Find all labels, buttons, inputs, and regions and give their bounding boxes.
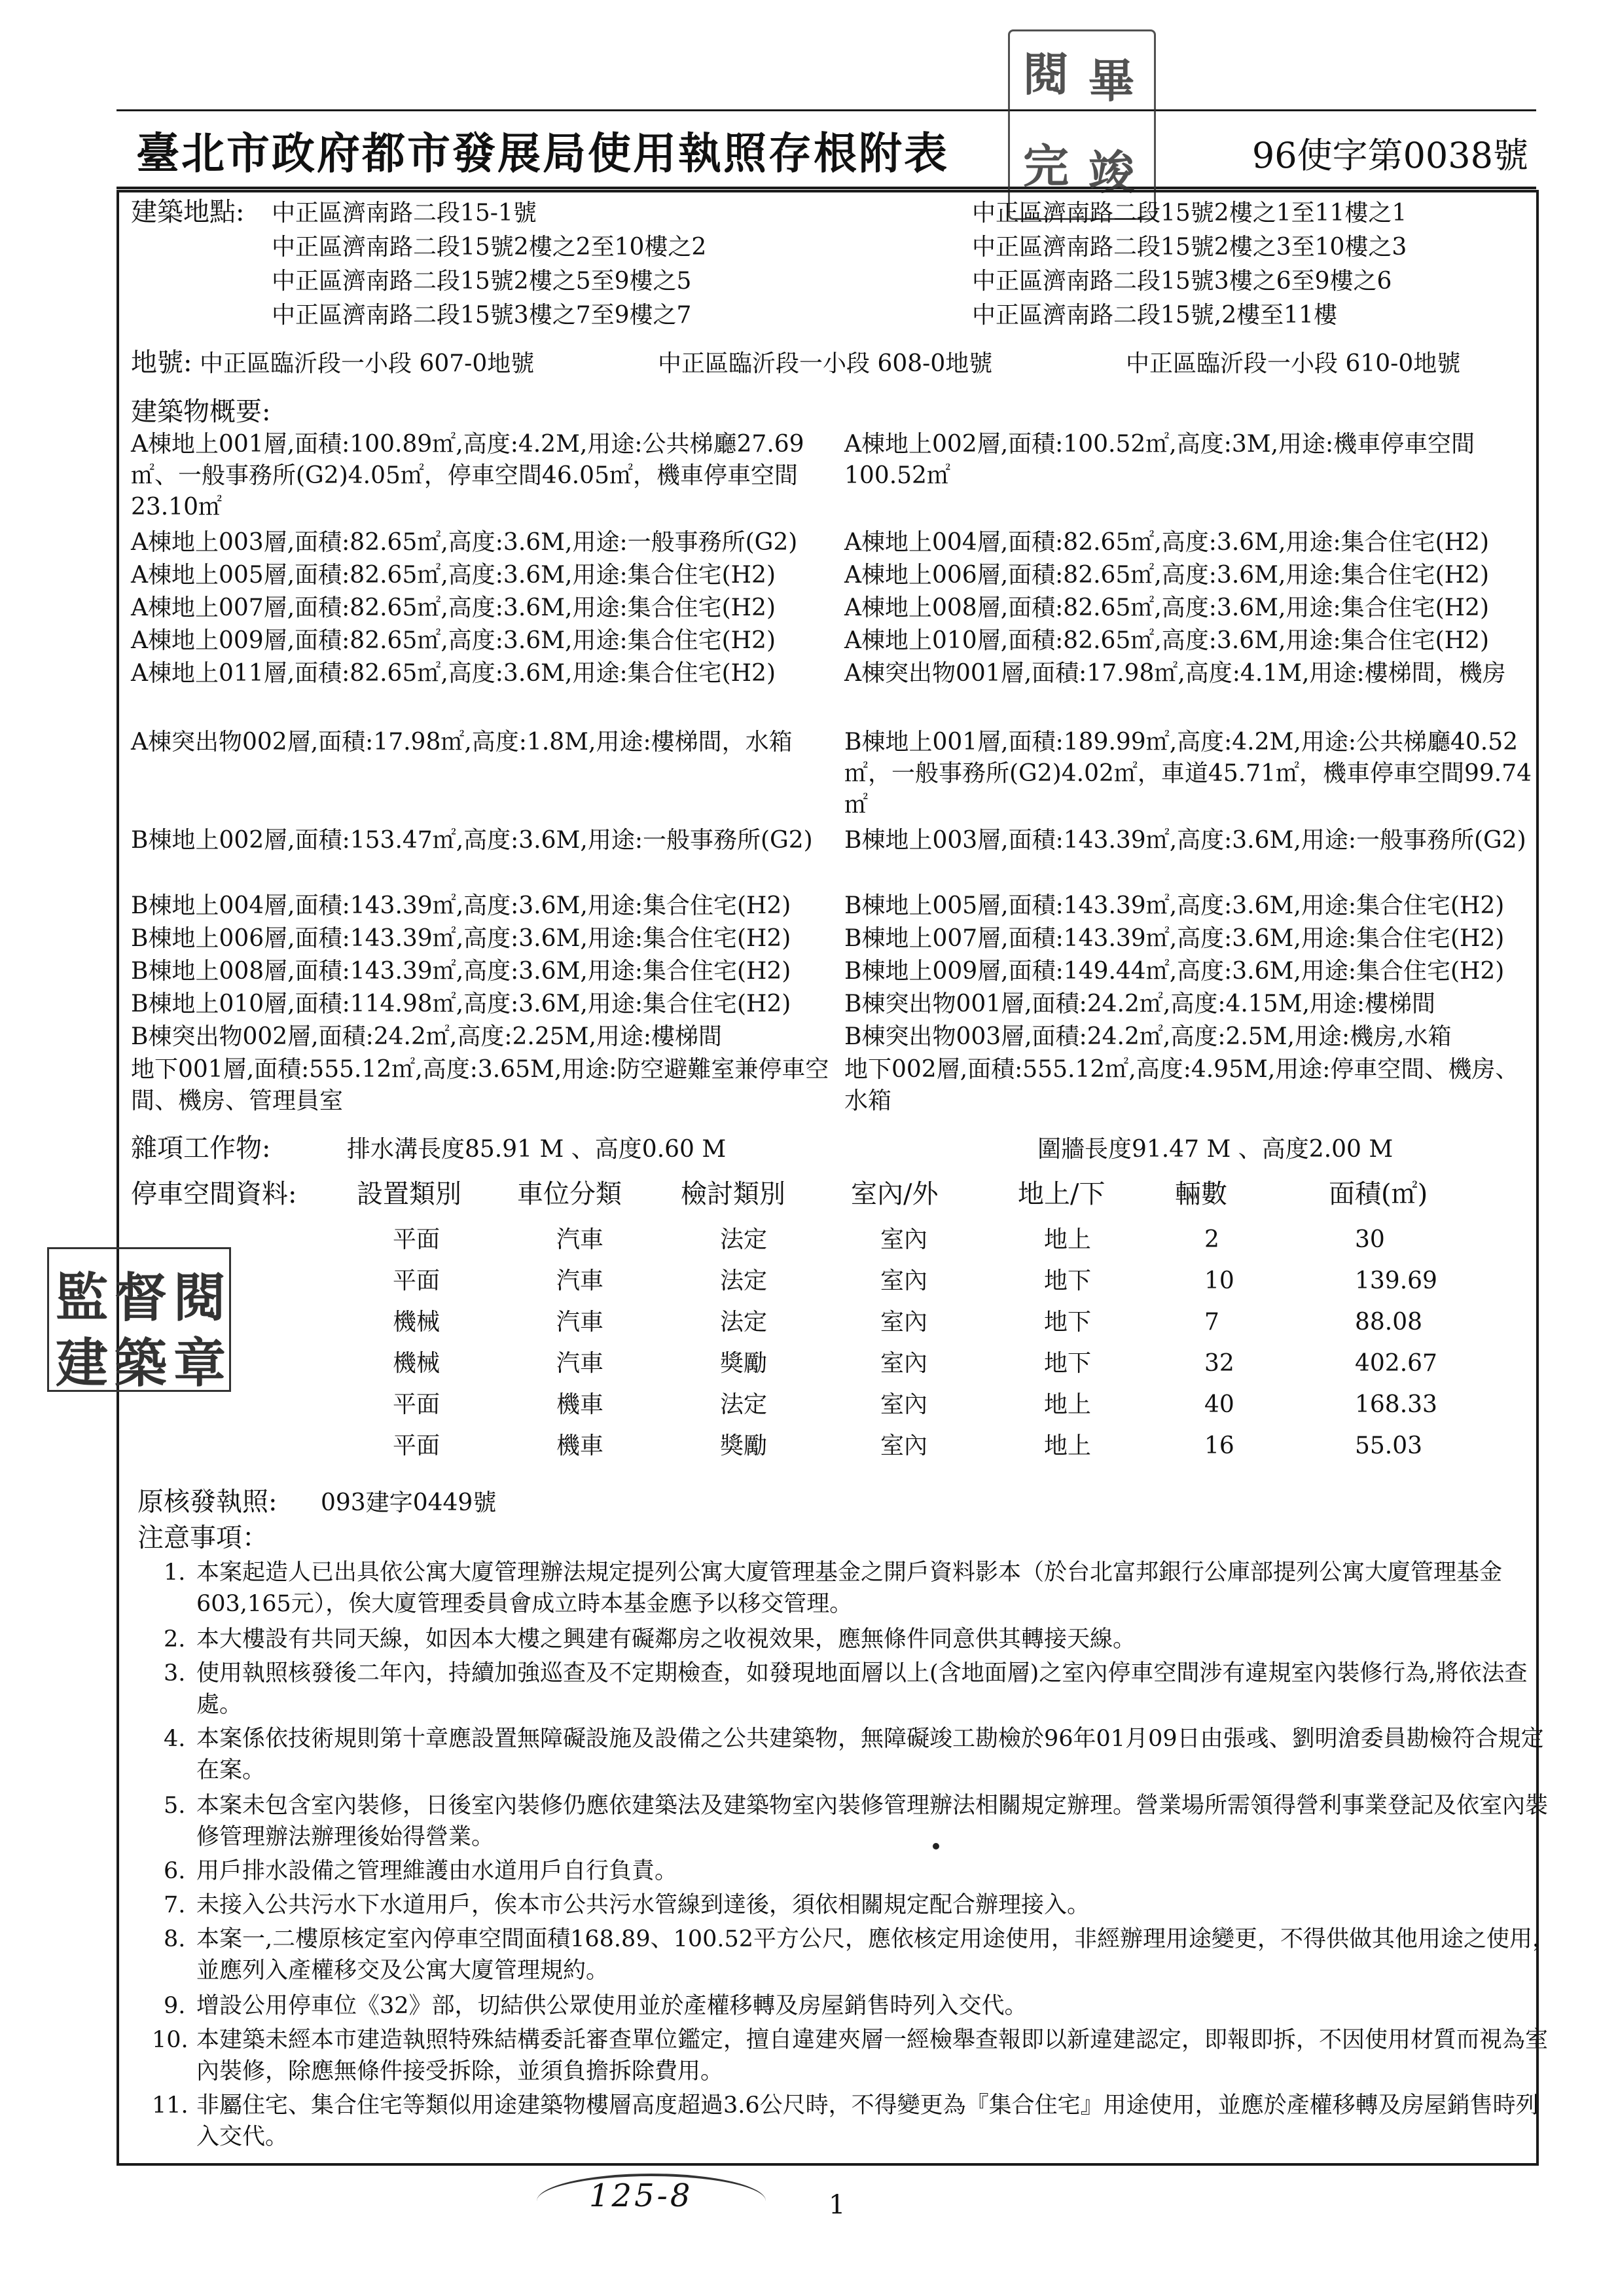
parking-cell: 機械 bbox=[393, 1350, 440, 1377]
overview-entry: A棟突出物002層,面積:17.98㎡,高度:1.8M,用途:樓梯間，水箱 bbox=[131, 729, 793, 756]
ink-dot bbox=[933, 1843, 939, 1850]
parking-cell: 40 bbox=[1204, 1391, 1234, 1418]
overview-label: 建築物概要: bbox=[131, 397, 271, 427]
note-text: 非屬住宅、集合住宅等類似用途建築物樓層高度超過3.6公尺時，不得變更為『集合住宅』用途使用，並應於產權移轉及房屋銷售時列入交代。 bbox=[196, 2092, 1539, 2150]
parking-cell: 汽車 bbox=[556, 1309, 604, 1336]
original-license-number: 093建字0449號 bbox=[321, 1489, 497, 1516]
note-number: 1. bbox=[164, 1559, 186, 1586]
overview-entry: B棟地上007層,面積:143.39㎡,高度:3.6M,用途:集合住宅(H2) bbox=[844, 925, 1505, 952]
note-number: 5. bbox=[164, 1793, 186, 1819]
note-text: 使用執照核發後二年內，持續加強巡查及不定期檢查，如發現地面層以上(含地面層)之室內停車空間涉有違規室內裝修行為,將依法查處。 bbox=[196, 1660, 1528, 1718]
site-address: 中正區濟南路二段15號3樓之7至9樓之7 bbox=[272, 302, 692, 329]
overview-entry: A棟地上003層,面積:82.65㎡,高度:3.6M,用途:一般事務所(G2) bbox=[131, 529, 798, 556]
note-text: 本建築未經本市建造執照特殊結構委託審查單位鑑定，擅自違建夾層一經檢舉查報即以新違建認定，即報即拆，不因使用材質而視為室內裝修，除應無條件接受拆除，並須負擔拆除費用。 bbox=[196, 2027, 1549, 2085]
overview-entry: A棟地上011層,面積:82.65㎡,高度:3.6M,用途:集合住宅(H2) bbox=[131, 660, 776, 687]
site-address: 中正區濟南路二段15號2樓之2至10樓之2 bbox=[272, 234, 707, 261]
overview-entry: 地下001層,面積:555.12㎡,高度:3.65M,用途:防空避難室兼停車空間、機房、管理員室 bbox=[131, 1056, 829, 1114]
parking-cell: 平面 bbox=[393, 1391, 440, 1418]
overview-entry: A棟地上004層,面積:82.65㎡,高度:3.6M,用途:集合住宅(H2) bbox=[844, 529, 1489, 556]
parking-cell: 7 bbox=[1204, 1309, 1219, 1336]
note-text: 本案係依技術規則第十章應設置無障礙設施及設備之公共建築物，無障礙竣工勘檢於96年01月09日由張彧、劉明滄委員勘檢符合規定在案。 bbox=[196, 1726, 1544, 1783]
parking-cell: 地上 bbox=[1044, 1432, 1092, 1459]
parking-cell: 30 bbox=[1355, 1226, 1385, 1253]
parking-cell: 室內 bbox=[880, 1432, 928, 1459]
completion-stamp: 監 督 閱 建 築 章 bbox=[47, 1247, 231, 1392]
overview-entry: A棟地上002層,面積:100.52㎡,高度:3M,用途:機車停車空間100.52㎡ bbox=[844, 431, 1475, 489]
note-number: 11. bbox=[152, 2092, 189, 2119]
overview-entry: B棟突出物003層,面積:24.2㎡,高度:2.5M,用途:機房,水箱 bbox=[844, 1023, 1452, 1050]
note-number: 2. bbox=[164, 1626, 186, 1652]
overview-entry: A棟地上007層,面積:82.65㎡,高度:3.6M,用途:集合住宅(H2) bbox=[131, 594, 776, 621]
parking-cell: 2 bbox=[1204, 1226, 1219, 1253]
original-license-label: 原核發執照: bbox=[137, 1487, 278, 1517]
note-number: 3. bbox=[164, 1660, 186, 1686]
site-address: 中正區濟南路二段15-1號 bbox=[272, 200, 537, 227]
header-rule bbox=[117, 187, 1536, 189]
note-text: 增設公用停車位《32》部，切結供公眾使用並於產權移轉及房屋銷售時列入交代。 bbox=[196, 1993, 1028, 2019]
note-text: 本案一,二樓原核定室內停車空間面積168.89、100.52平方公尺，應依核定用途使用，非經辦理用途變更，不得供做其他用途之使用，並應列入產權移交及公寓大廈管理規約。 bbox=[196, 1926, 1556, 1984]
note-number: 10. bbox=[152, 2027, 189, 2053]
overview-entry: B棟地上006層,面積:143.39㎡,高度:3.6M,用途:集合住宅(H2) bbox=[131, 925, 791, 952]
parking-header: 輛數 bbox=[1175, 1179, 1227, 1209]
parking-cell: 室內 bbox=[880, 1391, 928, 1418]
parking-cell: 室內 bbox=[880, 1226, 928, 1253]
parking-cell: 汽車 bbox=[556, 1350, 604, 1377]
parking-cell: 機車 bbox=[556, 1391, 604, 1418]
note-number: 9. bbox=[164, 1993, 186, 2019]
license-number: 96使字第0038號 bbox=[1251, 135, 1528, 176]
parking-cell: 地下 bbox=[1044, 1309, 1092, 1336]
parking-cell: 汽車 bbox=[556, 1267, 604, 1294]
note-number: 8. bbox=[164, 1926, 186, 1952]
header-top-rule bbox=[117, 109, 1536, 111]
parking-cell: 法定 bbox=[720, 1226, 768, 1253]
parking-header: 地上/下 bbox=[1018, 1179, 1106, 1209]
note-number: 6. bbox=[164, 1858, 186, 1884]
overview-entry: B棟地上005層,面積:143.39㎡,高度:3.6M,用途:集合住宅(H2) bbox=[844, 892, 1505, 919]
overview-entry: A棟地上001層,面積:100.89㎡,高度:4.2M,用途:公共梯廳27.69㎡、一般事務所(G2)4.05㎡，停車空間46.05㎡，機車停車空間23.10㎡ bbox=[131, 431, 804, 520]
parking-cell: 機車 bbox=[556, 1432, 604, 1459]
seal-text: 125-8 bbox=[589, 2178, 693, 2214]
drain-spec: 排水溝長度85.91 M 、高度0.60 M bbox=[347, 1136, 727, 1163]
parking-cell: 地下 bbox=[1044, 1267, 1092, 1294]
parking-cell: 168.33 bbox=[1355, 1391, 1437, 1418]
parking-cell: 室內 bbox=[880, 1267, 928, 1294]
parking-cell: 55.03 bbox=[1355, 1432, 1423, 1459]
note-text: 用戶排水設備之管理維護由水道用戶自行負責。 bbox=[196, 1858, 678, 1884]
site-label: 建築地點: bbox=[131, 197, 245, 227]
parking-header: 設置類別 bbox=[357, 1179, 461, 1209]
notes-label: 注意事項： bbox=[137, 1523, 268, 1553]
parking-cell: 法定 bbox=[720, 1267, 768, 1294]
parking-cell: 10 bbox=[1204, 1267, 1234, 1294]
parking-header: 檢討類別 bbox=[681, 1179, 785, 1209]
overview-entry: A棟地上005層,面積:82.65㎡,高度:3.6M,用途:集合住宅(H2) bbox=[131, 562, 776, 589]
note-number: 4. bbox=[164, 1726, 186, 1752]
parking-cell: 獎勵 bbox=[720, 1350, 768, 1377]
overview-entry: A棟地上008層,面積:82.65㎡,高度:3.6M,用途:集合住宅(H2) bbox=[844, 594, 1489, 621]
overview-entry: B棟地上004層,面積:143.39㎡,高度:3.6M,用途:集合住宅(H2) bbox=[131, 892, 791, 919]
overview-entry: B棟地上001層,面積:189.99㎡,高度:4.2M,用途:公共梯廳40.52㎡，一般事務所(G2)4.02㎡，車道45.71㎡，機車停車空間99.74㎡ bbox=[844, 729, 1532, 818]
site-address: 中正區濟南路二段15號3樓之6至9樓之6 bbox=[972, 268, 1392, 295]
parking-label: 停車空間資料: bbox=[131, 1179, 297, 1209]
site-address: 中正區濟南路二段15號2樓之1至11樓之1 bbox=[972, 200, 1407, 227]
document-title: 臺北市政府都市發展局使用執照存根附表 bbox=[136, 128, 949, 179]
parking-cell: 室內 bbox=[880, 1309, 928, 1336]
note-text: 本大樓設有共同天線，如因本大樓之興建有礙鄰房之收視效果，應無條件同意供其轉接天線。 bbox=[196, 1626, 1136, 1652]
parking-cell: 地下 bbox=[1044, 1350, 1092, 1377]
parking-cell: 16 bbox=[1204, 1432, 1234, 1459]
overview-entry: B棟地上009層,面積:149.44㎡,高度:3.6M,用途:集合住宅(H2) bbox=[844, 958, 1505, 985]
official-seal-stamp: 閱 畢 完 竣 bbox=[1008, 29, 1156, 220]
overview-entry: B棟地上010層,面積:114.98㎡,高度:3.6M,用途:集合住宅(H2) bbox=[131, 991, 791, 1017]
overview-entry: B棟突出物002層,面積:24.2㎡,高度:2.25M,用途:樓梯間 bbox=[131, 1023, 723, 1050]
overview-entry: A棟突出物001層,面積:17.98㎡,高度:4.1M,用途:樓梯間，機房 bbox=[844, 660, 1506, 687]
overview-entry: A棟地上006層,面積:82.65㎡,高度:3.6M,用途:集合住宅(H2) bbox=[844, 562, 1489, 589]
misc-label: 雜項工作物: bbox=[131, 1133, 271, 1163]
parking-cell: 平面 bbox=[393, 1226, 440, 1253]
parking-cell: 地上 bbox=[1044, 1391, 1092, 1418]
parking-cell: 32 bbox=[1204, 1350, 1234, 1377]
note-text: 本案未包含室內裝修，日後室內裝修仍應依建築法及建築物室內裝修管理辦法相關規定辦理。營業場所需領得營利事業登記及依室內裝修管理辦法辦理後始得營業。 bbox=[196, 1793, 1549, 1850]
parking-cell: 139.69 bbox=[1355, 1267, 1437, 1294]
lot-number: 中正區臨沂段一小段 607-0地號 bbox=[200, 350, 535, 377]
wall-spec: 圍牆長度91.47 M 、高度2.00 M bbox=[1037, 1136, 1393, 1163]
parking-cell: 機械 bbox=[393, 1309, 440, 1336]
parking-cell: 汽車 bbox=[556, 1226, 604, 1253]
overview-entry: B棟地上003層,面積:143.39㎡,高度:3.6M,用途:一般事務所(G2) bbox=[844, 827, 1526, 854]
overview-entry: B棟地上002層,面積:153.47㎡,高度:3.6M,用途:一般事務所(G2) bbox=[131, 827, 813, 854]
parking-cell: 室內 bbox=[880, 1350, 928, 1377]
overview-entry: A棟地上010層,面積:82.65㎡,高度:3.6M,用途:集合住宅(H2) bbox=[844, 627, 1489, 654]
bottom-seal bbox=[537, 2174, 766, 2229]
parking-cell: 法定 bbox=[720, 1309, 768, 1336]
parking-cell: 402.67 bbox=[1355, 1350, 1437, 1377]
note-text: 未接入公共污水下水道用戶，俟本市公共污水管線到達後，須依相關規定配合辦理接入。 bbox=[196, 1892, 1090, 1918]
lot-label: 地號: bbox=[131, 348, 192, 378]
parking-cell: 獎勵 bbox=[720, 1432, 768, 1459]
parking-cell: 平面 bbox=[393, 1432, 440, 1459]
parking-header: 車位分類 bbox=[517, 1179, 622, 1209]
note-text: 本案起造人已出具依公寓大廈管理辦法規定提列公寓大廈管理基金之開戶資料影本（於台北富邦銀行公庫部提列公寓大廈管理基金603,165元），俟大廈管理委員會成立時本基金應予以移交管理。 bbox=[196, 1559, 1503, 1617]
overview-entry: B棟地上008層,面積:143.39㎡,高度:3.6M,用途:集合住宅(H2) bbox=[131, 958, 791, 985]
site-address: 中正區濟南路二段15號2樓之5至9樓之5 bbox=[272, 268, 692, 295]
overview-entry: A棟地上009層,面積:82.65㎡,高度:3.6M,用途:集合住宅(H2) bbox=[131, 627, 776, 654]
lot-number: 中正區臨沂段一小段 608-0地號 bbox=[658, 350, 993, 377]
lot-number: 中正區臨沂段一小段 610-0地號 bbox=[1126, 350, 1461, 377]
site-address: 中正區濟南路二段15號,2樓至11樓 bbox=[972, 302, 1337, 329]
overview-entry: 地下002層,面積:555.12㎡,高度:4.95M,用途:停車空間、機房、水箱 bbox=[844, 1056, 1519, 1114]
page-number: 1 bbox=[829, 2190, 846, 2220]
parking-header: 室內/外 bbox=[851, 1179, 939, 1209]
parking-cell: 88.08 bbox=[1355, 1309, 1423, 1336]
parking-header: 面積(㎡) bbox=[1329, 1179, 1428, 1209]
overview-entry: B棟突出物001層,面積:24.2㎡,高度:4.15M,用途:樓梯間 bbox=[844, 991, 1436, 1017]
parking-cell: 地上 bbox=[1044, 1226, 1092, 1253]
parking-cell: 平面 bbox=[393, 1267, 440, 1294]
parking-cell: 法定 bbox=[720, 1391, 768, 1418]
header bbox=[117, 115, 1536, 190]
note-number: 7. bbox=[164, 1892, 186, 1918]
site-address: 中正區濟南路二段15號2樓之3至10樓之3 bbox=[972, 234, 1407, 261]
